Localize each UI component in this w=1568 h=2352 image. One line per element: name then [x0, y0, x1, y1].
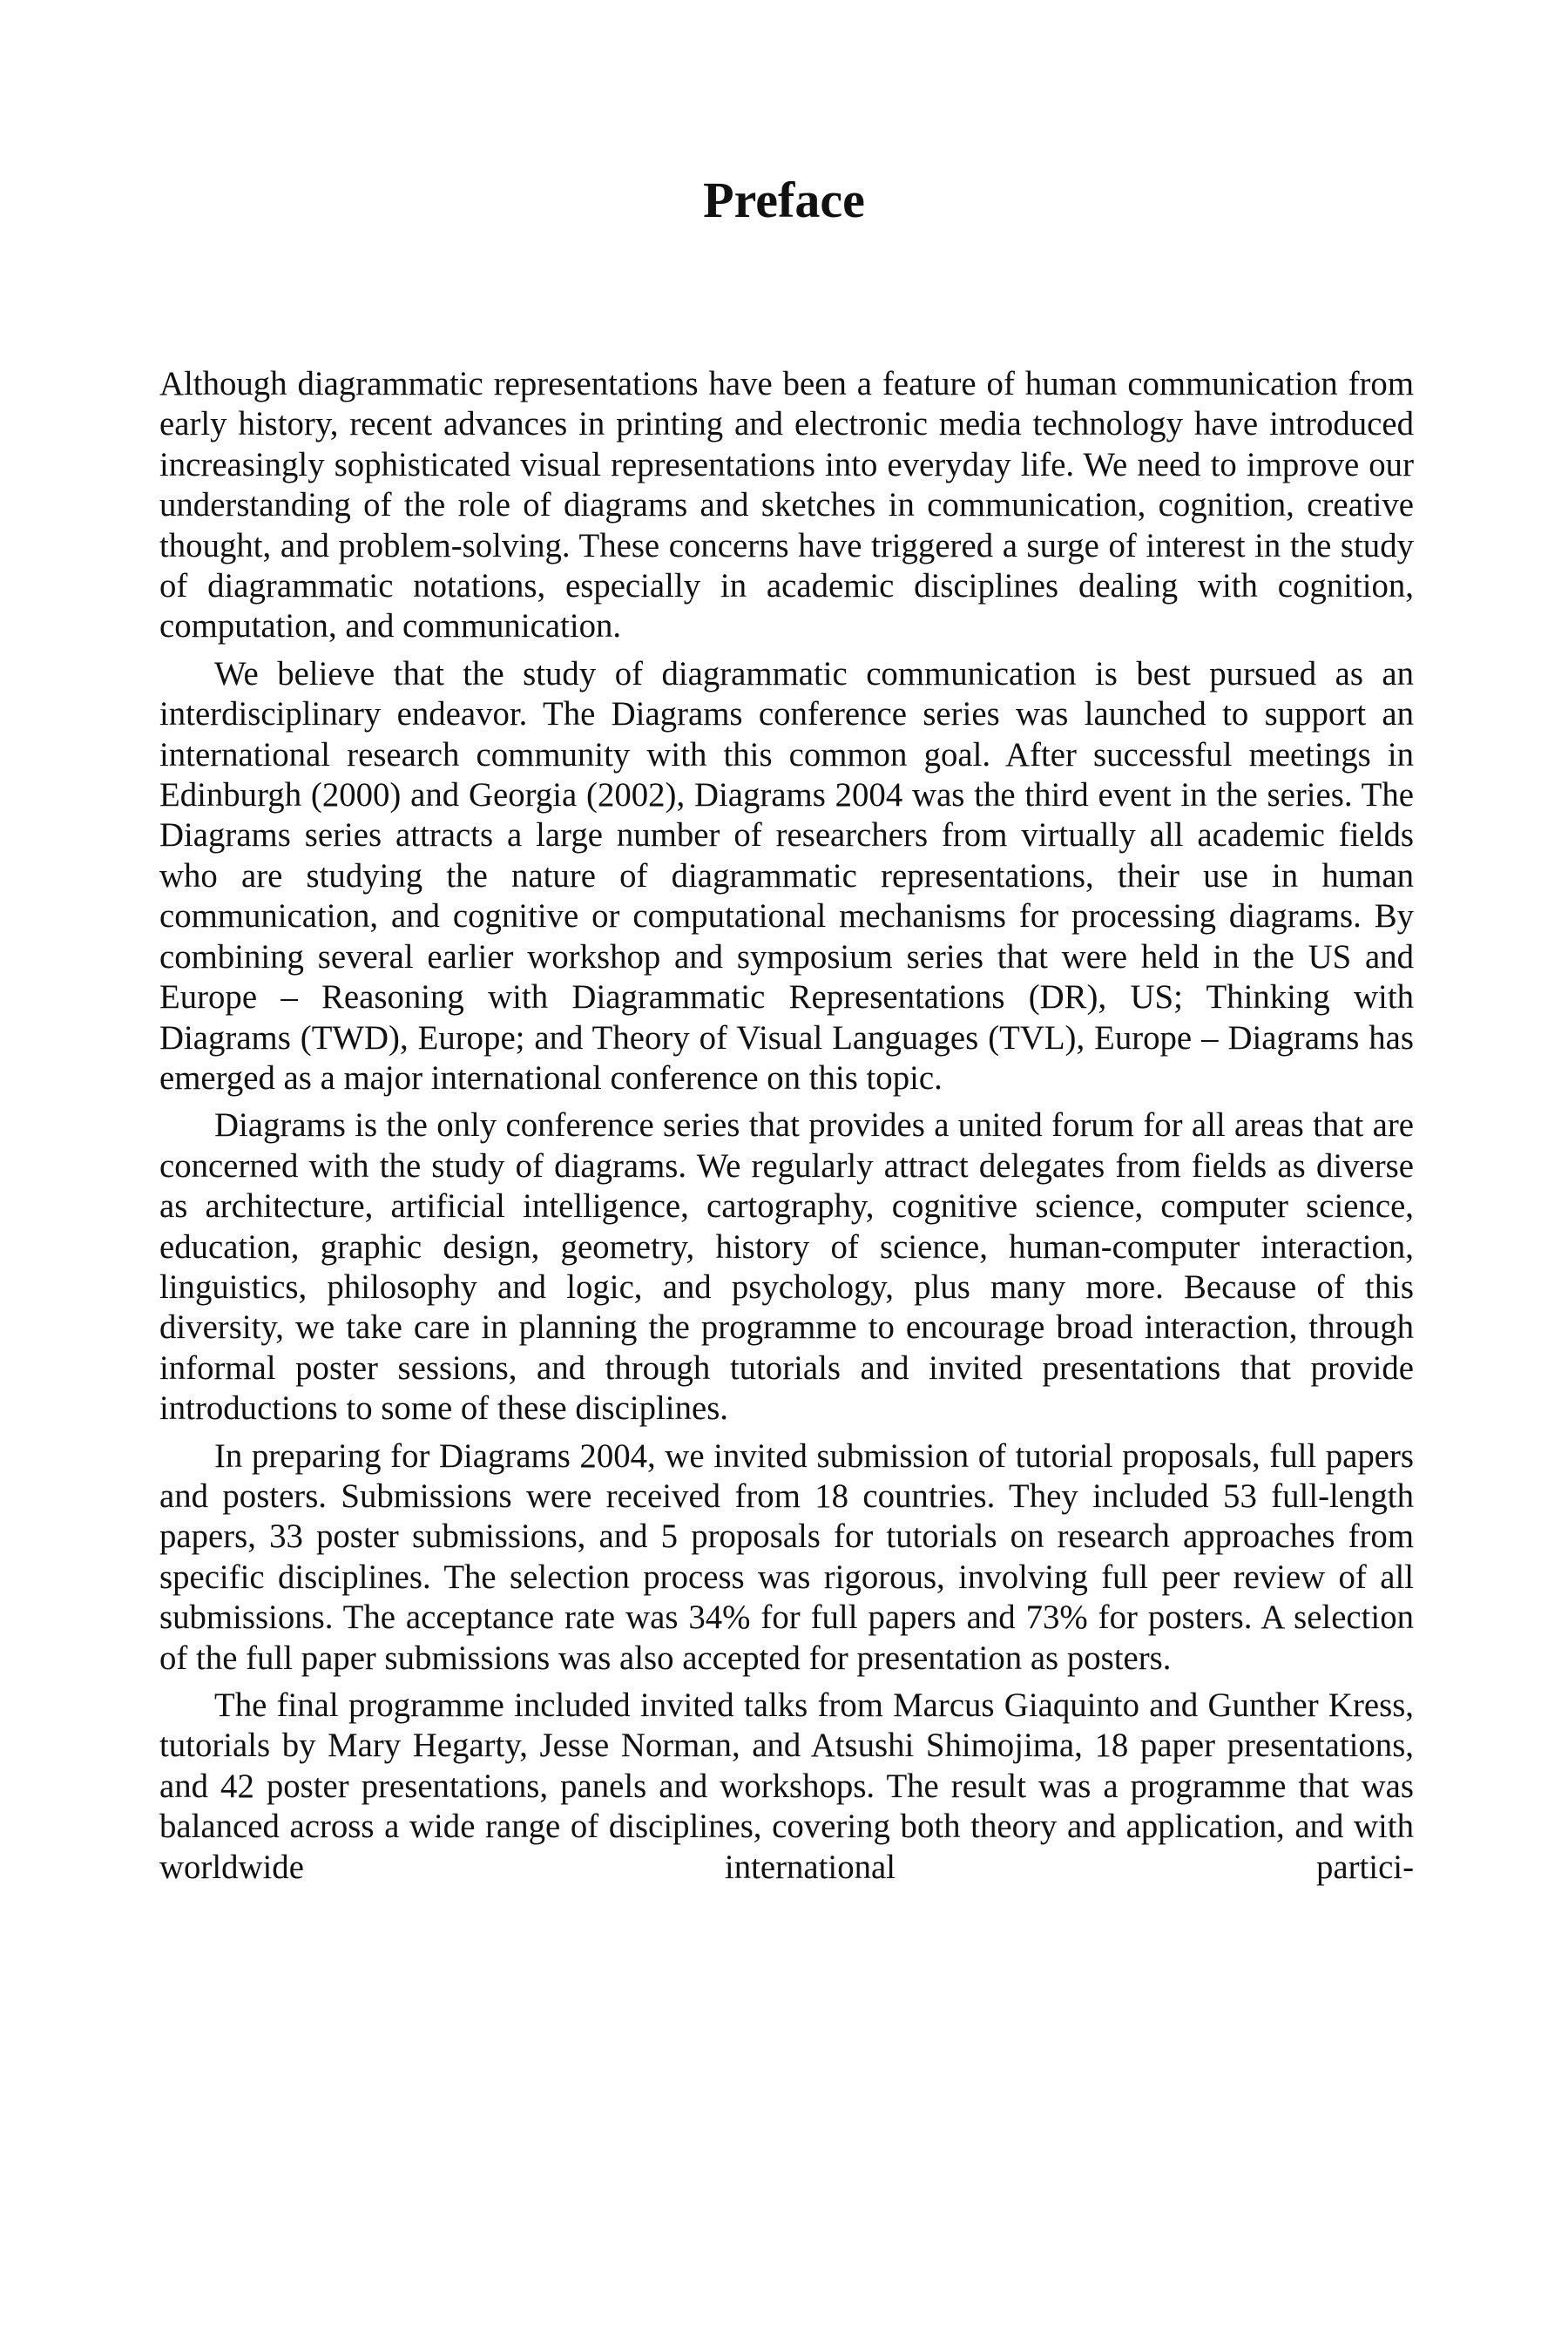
- paragraph: We believe that the study of diagrammatic communication is best pursued as an interdisciplinary endeavor. The Diagrams conference series was launched to support an international research community with this common goal. After successful meetings in Edinburgh (2000) and Georgia (2002), Diagrams 2004 was the third event in the series. The Diagrams series attracts a large number of researchers from virtually all academic fields who are studying the nature of diagrammatic representations, their use in human communication, and cognitive or computational mechanisms for processing diagrams. By combining several earlier workshop and symposium series that were held in the US and Europe – Reasoning with Diagrammatic Representations (DR), US; Thinking with Diagrams (TWD), Europe; and Theory of Visual Languages (TVL), Europe – Diagrams has emerged as a major international conference on this topic.: [159, 654, 1414, 1097]
- paragraph: In preparing for Diagrams 2004, we invited submission of tutorial proposals, full papers and posters. Submissions were received from 18 countries. They included 53 full-length papers, 33 poster submissions, and 5 proposals for tutorials on research approaches from specific disciplines. The selection process was rigorous, involving full peer review of all submissions. The acceptance rate was 34% for full papers and 73% for posters. A selection of the full paper submissions was also accepted for presentation as posters.: [159, 1436, 1414, 1677]
- body-text: [159, 364, 1414, 1888]
- paragraph: Although diagrammatic representations have been a feature of human communication from early history, recent advances in printing and electronic media technology have introduced increasingly sophisticated visual representations into everyday life. We need to improve our understanding of the role of diagrams and sketches in communication, cognition, creative thought, and problem-solving. These concerns have triggered a surge of interest in the study of diagrammatic notations, especially in academic disciplines dealing with cognition, computation, and communication.: [159, 365, 1414, 645]
- page-title: Preface: [703, 172, 865, 228]
- paragraph: Diagrams is the only conference series that provides a united forum for all areas that are concerned with the study of diagrams. We regularly attract delegates from fields as diverse as architecture, artificial intelligence, cartography, cognitive science, computer science, education, graphic design, geometry, history of science, human-computer interaction, linguistics, philosophy and logic, and psychology, plus many more. Because of this diversity, we take care in planning the programme to encourage broad interaction, through informal poster sessions, and through tutorials and invited presentations that provide introductions to some of these disciplines.: [159, 1106, 1414, 1428]
- paragraph: The final programme included invited talks from Marcus Giaquinto and Gunther Kress, tutorials by Mary Hegarty, Jesse Norman, and Atsushi Shimojima, 18 paper presentations, and 42 poster presentations, panels and workshops. The result was a programme that was balanced across a wide range of disciplines, covering both theory and application, and with worldwide international partici-: [159, 1686, 1414, 1886]
